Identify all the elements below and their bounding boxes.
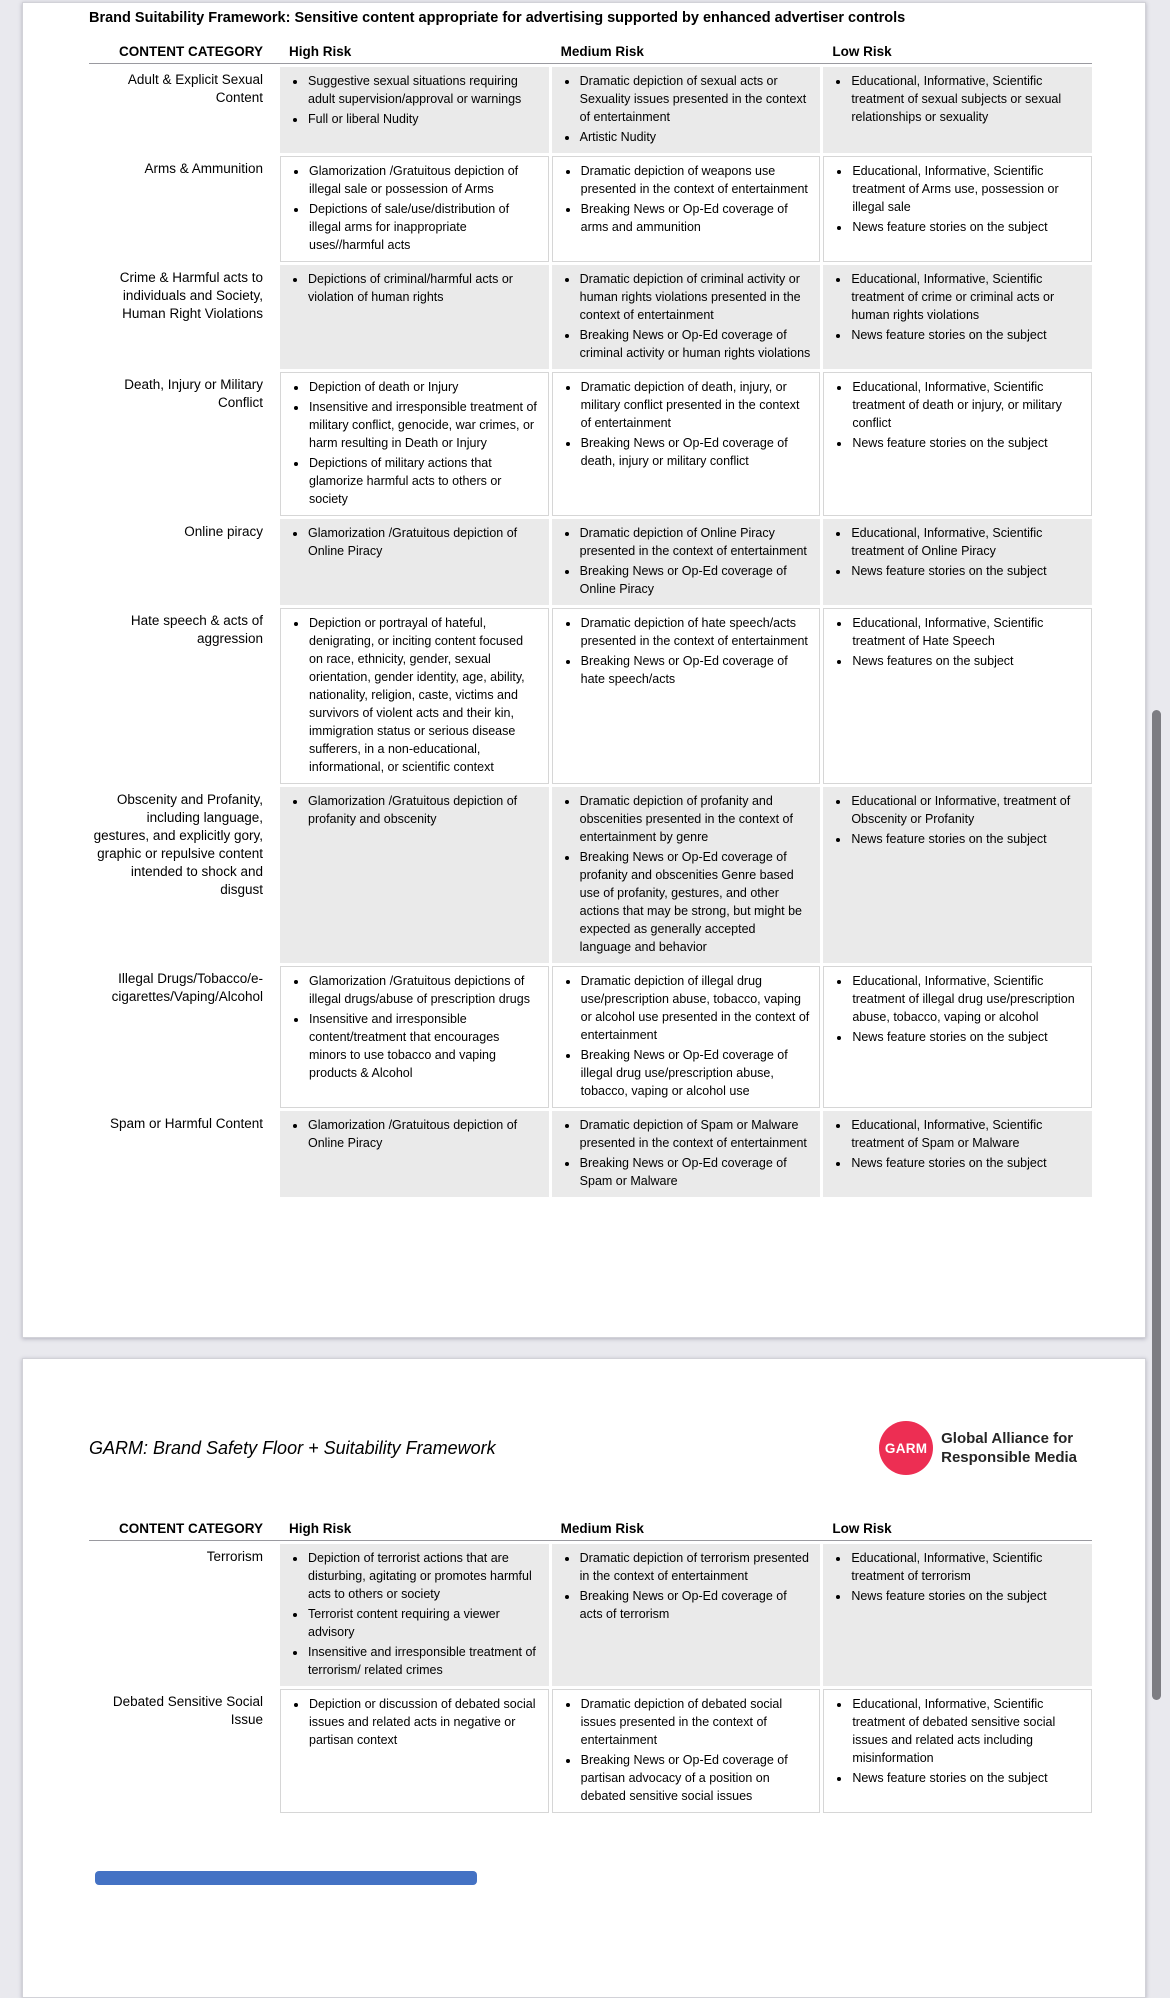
bullet-item: • Educational, Informative, Scientific treatment of Arms use, possession or illegal sale <box>851 162 1081 216</box>
bullet-list <box>288 72 539 128</box>
category-cell: Online piracy <box>184 524 263 539</box>
bullet-item: • Glamorization /Gratuitous depiction of profanity and obscenity <box>307 792 539 828</box>
bullet-item: • Terrorist content requiring a viewer advisory <box>307 1605 539 1641</box>
low-risk-cell <box>823 1689 1092 1813</box>
bullet-list <box>561 378 810 470</box>
bullet-item: • Glamorization /Gratuitous depiction of illegal sale or possession of Arms <box>308 162 538 198</box>
bullet-item: • Dramatic depiction of death, injury, or military conflict presented in the context of entertainment <box>580 378 810 432</box>
bullet-item: • Educational, Informative, Scientific treatment of sexual subjects or sexual relationships or sexuality <box>850 72 1082 126</box>
bullet-list <box>561 614 810 688</box>
bullet-item: • Full or liberal Nudity <box>307 110 539 128</box>
bullet-item: • Educational, Informative, Scientific treatment of Spam or Malware <box>850 1116 1082 1152</box>
table-row <box>89 1544 1092 1686</box>
low-risk-cell <box>823 787 1092 963</box>
bullet-item: • Breaking News or Op-Ed coverage of profanity and obscenities Genre based use of profanity, gestures, and other actions that may be strong, but might be expected as generally accepted language and behavior <box>579 848 811 956</box>
medium-risk-cell <box>552 372 821 516</box>
page1-title: Brand Suitability Framework: Sensitive content appropriate for advertising supported by enhanced advertiser controls <box>89 10 906 26</box>
bullet-list <box>831 792 1082 848</box>
bullet-item: • Dramatic depiction of hate speech/acts presented in the context of entertainment <box>580 614 810 650</box>
medium-risk-cell <box>552 67 821 153</box>
bullet-list <box>289 972 538 1082</box>
bullet-item: • Dramatic depiction of Spam or Malware presented in the context of entertainment <box>579 1116 811 1152</box>
table-row <box>89 1111 1092 1197</box>
high-risk-cell <box>280 608 549 784</box>
medium-risk-cell <box>552 608 821 784</box>
garm-logo-circle: GARM <box>879 1421 933 1475</box>
header-low-risk: Low Risk <box>832 1521 892 1536</box>
bullet-list <box>289 162 538 254</box>
bullet-list <box>832 614 1081 670</box>
bullet-item: • Educational, Informative, Scientific treatment of death or injury, or military conflict <box>851 378 1081 432</box>
header-low-risk: Low Risk <box>832 44 892 59</box>
high-risk-cell <box>280 156 549 262</box>
table-row <box>89 519 1092 605</box>
garm-logo-text-line1: Global Alliance for <box>941 1430 1074 1447</box>
category-cell: Death, Injury or Military Conflict <box>124 377 263 410</box>
bullet-item: • Breaking News or Op-Ed coverage of Spam or Malware <box>579 1154 811 1190</box>
page-1 <box>22 2 1146 1338</box>
header-medium-risk: Medium Risk <box>560 44 644 59</box>
bullet-list <box>560 270 811 362</box>
bullet-item: • Breaking News or Op-Ed coverage of arms and ammunition <box>580 200 810 236</box>
page2-header <box>89 1421 1091 1475</box>
medium-risk-cell <box>552 265 821 369</box>
bullet-item: • Insensitive and irresponsible treatment of military conflict, genocide, war crimes, or harm resulting in Death or Injury <box>308 398 538 452</box>
safety-floor-table <box>89 1521 1092 1813</box>
bullet-item: • Depiction or portrayal of hateful, denigrating, or inciting content focused on race, ethnicity, gender, sexual orientation, gender identity, age, ability, nationality, religion, caste, victims and survivors of violent acts and their kin, immigration status or serious disease sufferers, in a non-educational, informational, or scientific context <box>308 614 538 776</box>
bullet-item: • Depiction or discussion of debated social issues and related acts in negative or partisan context <box>308 1695 538 1749</box>
bullet-item: • Dramatic depiction of Online Piracy presented in the context of entertainment <box>579 524 811 560</box>
bottom-blue-bar <box>95 1871 477 1885</box>
bullet-list <box>289 614 538 776</box>
medium-risk-cell <box>552 1689 821 1813</box>
bullet-list <box>288 1116 539 1152</box>
category-cell: Illegal Drugs/Tobacco/e-cigarettes/Vaping/Alcohol <box>111 971 263 1004</box>
bullet-list <box>832 972 1081 1046</box>
suitability-table <box>89 44 1092 1197</box>
bullet-list <box>831 1116 1082 1172</box>
bullet-item: • Educational, Informative, Scientific treatment of crime or criminal acts or human rights violations <box>850 270 1082 324</box>
header-high-risk: High Risk <box>289 1521 352 1536</box>
medium-risk-cell <box>552 519 821 605</box>
low-risk-cell <box>823 519 1092 605</box>
bullet-item: • News feature stories on the subject <box>850 326 1082 344</box>
low-risk-cell <box>823 966 1092 1108</box>
table-header-row <box>89 1521 1092 1541</box>
bullet-item: • Depiction of death or Injury <box>308 378 538 396</box>
bullet-list <box>288 1549 539 1679</box>
bullet-item: • News feature stories on the subject <box>850 830 1082 848</box>
bullet-item: • Suggestive sexual situations requiring adult supervision/approval or warnings <box>307 72 539 108</box>
garm-logo-text-line2: Responsible Media <box>941 1449 1077 1466</box>
low-risk-cell <box>823 1111 1092 1197</box>
bullet-list <box>831 72 1082 126</box>
category-cell: Arms & Ammunition <box>144 161 263 176</box>
category-cell: Adult & Explicit Sexual Content <box>127 72 263 105</box>
bullet-item: • Breaking News or Op-Ed coverage of partisan advocacy of a position on debated sensitive social issues <box>580 1751 810 1805</box>
category-cell: Spam or Harmful Content <box>109 1116 263 1131</box>
category-cell: Crime & Harmful acts to individuals and Society, Human Right Violations <box>119 270 263 321</box>
table-body <box>89 1544 1092 1813</box>
bullet-item: • Breaking News or Op-Ed coverage of Online Piracy <box>579 562 811 598</box>
header-high-risk: High Risk <box>289 44 352 59</box>
high-risk-cell <box>280 1544 549 1686</box>
garm-logo-text <box>941 1429 1077 1467</box>
high-risk-cell <box>280 1111 549 1197</box>
bullet-list <box>288 524 539 560</box>
header-medium-risk: Medium Risk <box>560 1521 644 1536</box>
high-risk-cell <box>280 265 549 369</box>
table-row <box>89 156 1092 262</box>
bullet-item: • Breaking News or Op-Ed coverage of death, injury or military conflict <box>580 434 810 470</box>
medium-risk-cell <box>552 966 821 1108</box>
category-cell: Terrorism <box>206 1549 263 1564</box>
bullet-item: • Breaking News or Op-Ed coverage of illegal drug use/prescription abuse, tobacco, vaping or alcohol use <box>580 1046 810 1100</box>
table-row <box>89 608 1092 784</box>
low-risk-cell <box>823 372 1092 516</box>
bullet-list <box>832 1695 1081 1787</box>
garm-logo <box>879 1421 1077 1475</box>
high-risk-cell <box>280 787 549 963</box>
bullet-item: • Dramatic depiction of weapons use presented in the context of entertainment <box>580 162 810 198</box>
bullet-item: • Educational, Informative, Scientific treatment of Online Piracy <box>850 524 1082 560</box>
high-risk-cell <box>280 519 549 605</box>
bullet-item: • News feature stories on the subject <box>851 1028 1081 1046</box>
high-risk-cell <box>280 372 549 516</box>
bullet-item: • Breaking News or Op-Ed coverage of hate speech/acts <box>580 652 810 688</box>
bullet-list <box>561 1695 810 1805</box>
table-row <box>89 372 1092 516</box>
category-cell: Obscenity and Profanity, including language, gestures, and explicitly gory, graphic or repulsive content intended to shock and disgust <box>93 792 263 897</box>
high-risk-cell <box>280 1689 549 1813</box>
bullet-item: • Educational, Informative, Scientific treatment of illegal drug use/prescription abuse, tobacco, vaping or alcohol <box>851 972 1081 1026</box>
vertical-scrollbar-thumb[interactable] <box>1152 710 1161 1700</box>
high-risk-cell <box>280 966 549 1108</box>
low-risk-cell <box>823 156 1092 262</box>
bullet-list <box>561 162 810 236</box>
bullet-item: • Educational or Informative, treatment of Obscenity or Profanity <box>850 792 1082 828</box>
page2-title: GARM: Brand Safety Floor + Suitability Framework <box>89 1438 496 1458</box>
bullet-list <box>289 378 538 508</box>
bullet-item: • Insensitive and irresponsible treatment of terrorism/ related crimes <box>307 1643 539 1679</box>
medium-risk-cell <box>552 787 821 963</box>
bullet-item: • News feature stories on the subject <box>851 218 1081 236</box>
bullet-item: • Artistic Nudity <box>579 128 811 146</box>
bullet-list <box>831 1549 1082 1605</box>
bullet-list <box>832 162 1081 236</box>
medium-risk-cell <box>552 1111 821 1197</box>
medium-risk-cell <box>552 1544 821 1686</box>
table-row <box>89 787 1092 963</box>
category-cell: Debated Sensitive Social Issue <box>112 1694 263 1727</box>
bullet-item: • Depiction of terrorist actions that are disturbing, agitating or promotes harmful acts to others or society <box>307 1549 539 1603</box>
bullet-list <box>560 792 811 956</box>
bullet-item: • Educational, Informative, Scientific treatment of terrorism <box>850 1549 1082 1585</box>
bullet-list <box>289 1695 538 1749</box>
low-risk-cell <box>823 67 1092 153</box>
table-header-row <box>89 44 1092 64</box>
bullet-item: • Dramatic depiction of profanity and obscenities presented in the context of entertainment by genre <box>579 792 811 846</box>
bullet-item: • News feature stories on the subject <box>850 562 1082 580</box>
bullet-item: • Dramatic depiction of terrorism presented in the context of entertainment <box>579 1549 811 1585</box>
bullet-item: • Depictions of military actions that glamorize harmful acts to others or society <box>308 454 538 508</box>
bullet-item: • News feature stories on the subject <box>851 434 1081 452</box>
bullet-item: • Insensitive and irresponsible content/treatment that encourages minors to use tobacco and vaping products & Alcohol <box>308 1010 538 1082</box>
low-risk-cell <box>823 608 1092 784</box>
bullet-item: • Glamorization /Gratuitous depiction of Online Piracy <box>307 1116 539 1152</box>
bullet-list <box>560 524 811 598</box>
bullet-item: • Depictions of criminal/harmful acts or violation of human rights <box>307 270 539 306</box>
page-2 <box>22 1358 1146 1998</box>
bullet-list <box>560 72 811 146</box>
bullet-list <box>560 1549 811 1623</box>
table-row <box>89 67 1092 153</box>
high-risk-cell <box>280 67 549 153</box>
bullet-item: • Breaking News or Op-Ed coverage of criminal activity or human rights violations <box>579 326 811 362</box>
bullet-item: • Depictions of sale/use/distribution of illegal arms for inappropriate uses//harmful acts <box>308 200 538 254</box>
header-content-category: CONTENT CATEGORY <box>119 1521 263 1536</box>
table-row <box>89 265 1092 369</box>
bullet-item: • News features on the subject <box>851 652 1081 670</box>
bullet-item: • Educational, Informative, Scientific treatment of Hate Speech <box>851 614 1081 650</box>
bullet-item: • Glamorization /Gratuitous depictions of illegal drugs/abuse of prescription drugs <box>308 972 538 1008</box>
low-risk-cell <box>823 265 1092 369</box>
table-body <box>89 67 1092 1197</box>
bullet-list <box>288 792 539 828</box>
bullet-item: • News feature stories on the subject <box>850 1154 1082 1172</box>
bullet-item: • News feature stories on the subject <box>850 1587 1082 1605</box>
bullet-item: • Glamorization /Gratuitous depiction of Online Piracy <box>307 524 539 560</box>
medium-risk-cell <box>552 156 821 262</box>
bullet-item: • News feature stories on the subject <box>851 1769 1081 1787</box>
bullet-list <box>560 1116 811 1190</box>
table-row <box>89 1689 1092 1813</box>
bullet-item: • Dramatic depiction of sexual acts or Sexuality issues presented in the context of entertainment <box>579 72 811 126</box>
bullet-item: • Dramatic depiction of illegal drug use/prescription abuse, tobacco, vaping or alcohol use presented in the context of entertainment <box>580 972 810 1044</box>
bullet-list <box>561 972 810 1100</box>
category-cell: Hate speech & acts of aggression <box>130 613 263 646</box>
bullet-item: • Breaking News or Op-Ed coverage of acts of terrorism <box>579 1587 811 1623</box>
bullet-list <box>831 524 1082 580</box>
bullet-item: • Dramatic depiction of debated social issues presented in the context of entertainment <box>580 1695 810 1749</box>
bullet-item: • Educational, Informative, Scientific treatment of debated sensitive social issues and related acts including misinformation <box>851 1695 1081 1767</box>
low-risk-cell <box>823 1544 1092 1686</box>
bullet-item: • Dramatic depiction of criminal activity or human rights violations presented in the context of entertainment <box>579 270 811 324</box>
header-content-category: CONTENT CATEGORY <box>119 44 263 59</box>
bullet-list <box>831 270 1082 344</box>
bullet-list <box>288 270 539 306</box>
table-row <box>89 966 1092 1108</box>
bullet-list <box>832 378 1081 452</box>
